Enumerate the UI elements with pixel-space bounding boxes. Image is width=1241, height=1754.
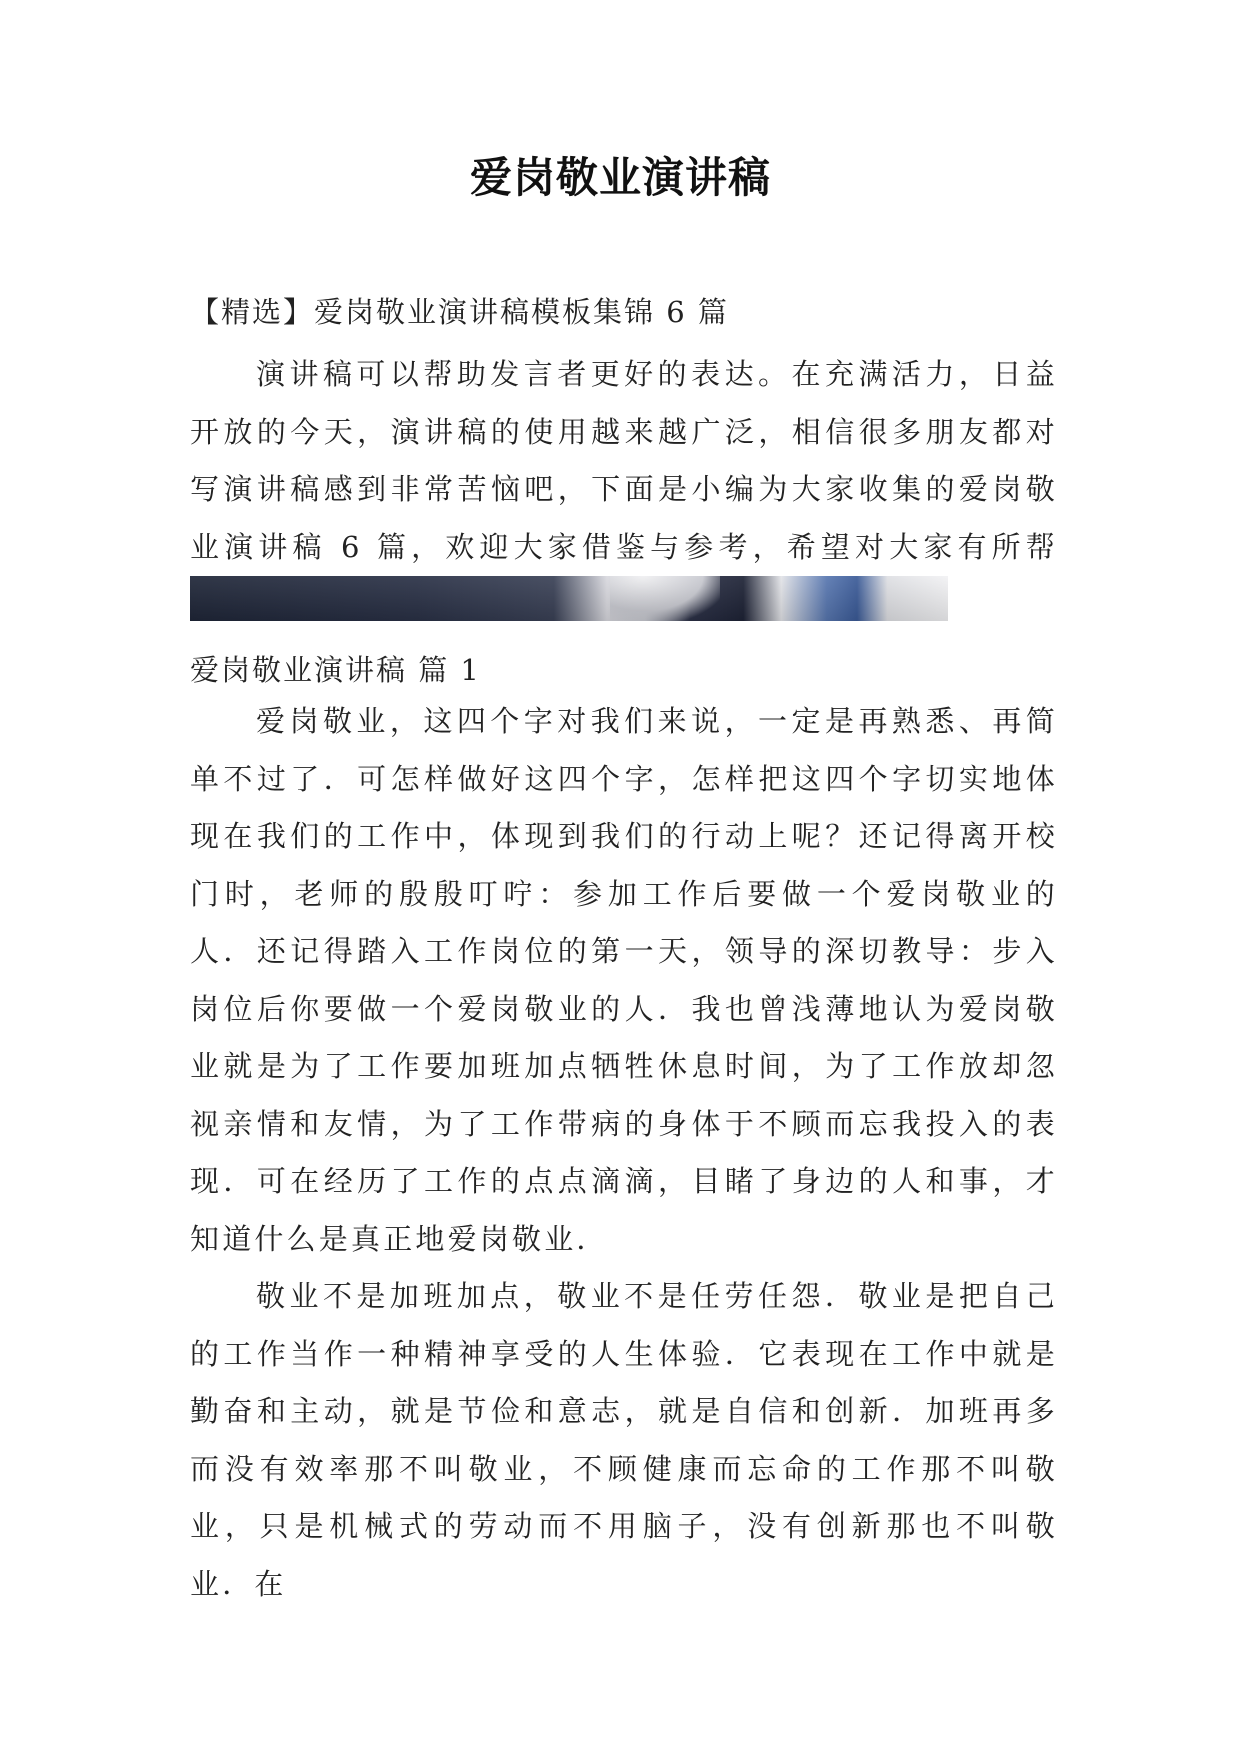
document-subtitle: 【精选】爱岗敬业演讲稿模板集锦 6 篇 (190, 295, 729, 329)
section-heading: 爱岗敬业演讲稿 篇 1 (190, 653, 481, 687)
document-title: 爱岗敬业演讲稿 (469, 153, 771, 202)
body-paragraph: 敬业不是加班加点，敬业不是任劳任怨．敬业是把自己的工作当作一种精神享受的人生体验．它表现在工作中就是勤奋和主动，就是节俭和意志，就是自信和创新．加班再多而没有效率那不叫敬业，不顾健康而忘命的工作那不叫敬业，只是机械式的劳动而不用脑子，没有创新那也不叫敬业．在 (190, 1279, 1058, 1601)
banner-overlay (190, 576, 948, 621)
banner-image (190, 576, 948, 621)
intro-paragraph: 演讲稿可以帮助发言者更好的表达。在充满活力，日益开放的今天，演讲稿的使用越来越广泛，相信很多朋友都对写演讲稿感到非常苦恼吧，下面是小编为大家收集的爱岗敬业演讲稿 6 篇，欢迎大家借鉴与参考，希望对大家有所帮 (190, 357, 1058, 564)
body-paragraph: 爱岗敬业，这四个字对我们来说，一定是再熟悉、再简单不过了．可怎样做好这四个字，怎样把这四个字切实地体现在我们的工作中，体现到我们的行动上呢？还记得离开校门时，老师的殷殷叮咛：参加工作后要做一个爱岗敬业的人．还记得踏入工作岗位的第一天，领导的深切教导：步入岗位后你要做一个爱岗敬业的人．我也曾浅薄地认为爱岗敬业就是为了工作要加班加点牺牲休息时间，为了工作放却忽视亲情和友情，为了工作带病的身体于不顾而忘我投入的表现．可在经历了工作的点点滴滴，目睹了身边的人和事，才知道什么是真正地爱岗敬业． (190, 704, 1058, 1256)
